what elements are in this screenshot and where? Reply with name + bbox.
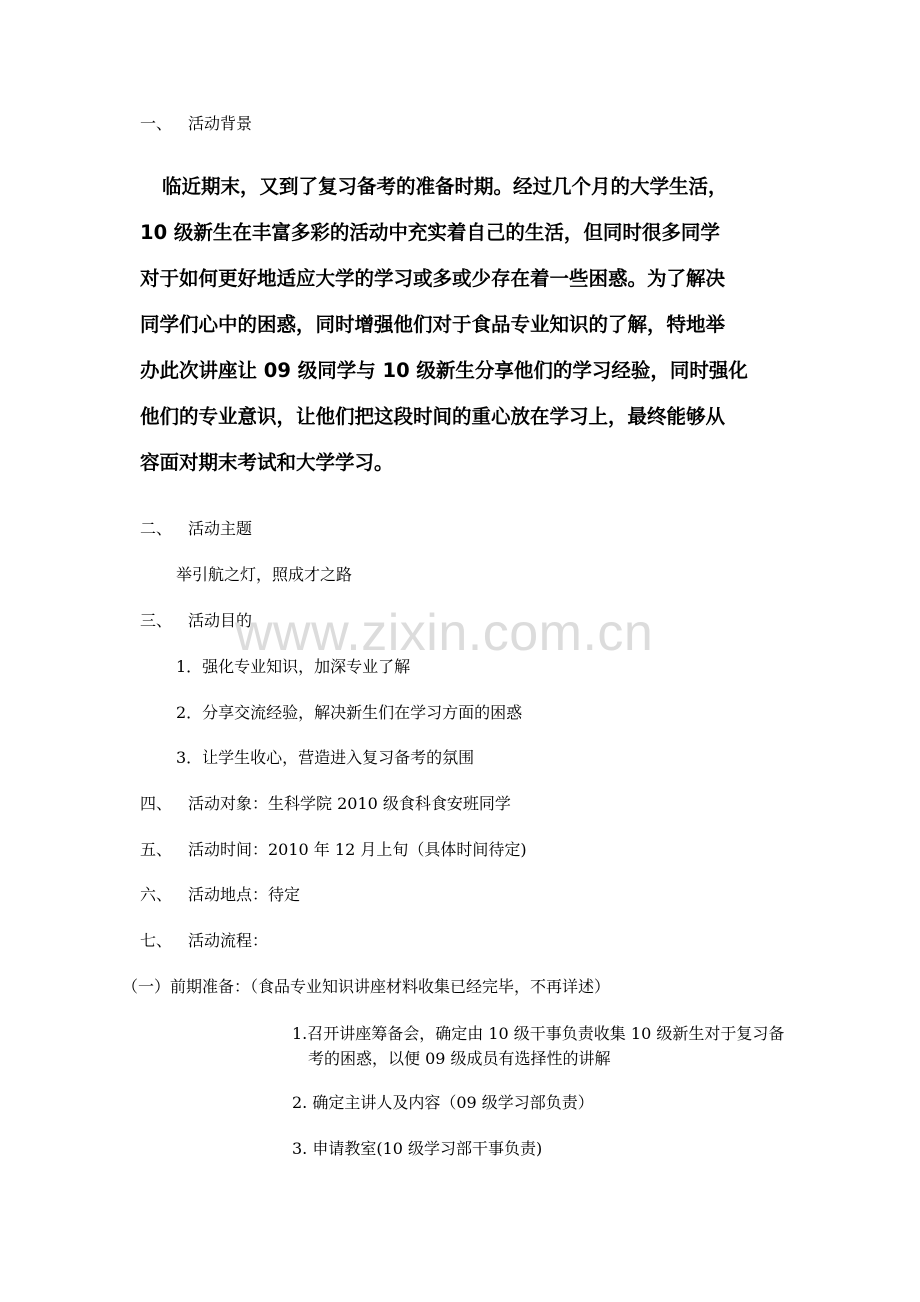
purpose-item-1: 1．强化专业知识，加深专业了解 [176, 657, 411, 676]
section-5-text: 活动时间：2010 年 12 月上旬（具体时间待定) [188, 840, 527, 859]
section-7-heading [140, 931, 268, 951]
background-line-1: 临近期末，又到了复习备考的准备时期。经过几个月的大学生活， [162, 175, 728, 198]
section-5-line [140, 840, 527, 860]
watermark: www.zixin.com.cn [235, 604, 654, 662]
section-5-number: 五、 [140, 840, 173, 859]
section-1-title: 活动背景 [188, 114, 253, 133]
background-line-4: 同学们心中的困惑，同时增强他们对于食品专业知识的了解，特地举 [140, 313, 726, 336]
background-line-2: 10 级新生在丰富多彩的活动中充实着自己的生活，但同时很多同学 [140, 221, 720, 244]
section-2-heading [140, 519, 252, 539]
background-line-5: 办此次讲座让 09 级同学与 10 级新生分享他们的学习经验，同时强化 [140, 359, 748, 382]
process-step-1: 1.召开讲座筹备会，确定由 10 级干事负责收集 10 级新生对于复习备考的困惑，以便 09 级成员有选择性的讲解 [292, 1024, 785, 1068]
section-3-number: 三、 [140, 611, 173, 630]
process-step-3: 3. 申请教室(10 级学习部干事负责) [292, 1139, 543, 1158]
background-line-3: 对于如何更好地适应大学的学习或多或少存在着一些困惑。为了解决 [140, 267, 726, 290]
purpose-item-2: 2．分享交流经验，解决新生们在学习方面的困惑 [176, 703, 523, 722]
section-4-text: 活动对象：生科学院 2010 级食科食安班同学 [188, 794, 511, 813]
section-1-number: 一、 [140, 114, 173, 133]
section-6-line [140, 885, 300, 905]
purpose-item-3: 3．让学生收心，营造进入复习备考的氛围 [176, 748, 475, 767]
section-7-number: 七、 [140, 931, 173, 950]
process-step-2: 2. 确定主讲人及内容（09 级学习部负责） [292, 1093, 594, 1112]
section-1-heading [140, 114, 252, 134]
section-2-title: 活动主题 [188, 519, 253, 538]
section-6-number: 六、 [140, 885, 173, 904]
section-3-title: 活动目的 [188, 611, 253, 630]
section-6-text: 活动地点：待定 [188, 885, 301, 904]
section-2-content: 举引航之灯，照成才之路 [176, 565, 353, 584]
section-2-number: 二、 [140, 519, 173, 538]
section-4-line [140, 794, 511, 814]
process-stage-heading: （一）前期准备：（食品专业知识讲座材料收集已经完毕，不再详述） [122, 977, 611, 996]
background-line-6: 他们的专业意识，让他们把这段时间的重心放在学习上，最终能够从 [140, 405, 726, 428]
section-4-number: 四、 [140, 794, 173, 813]
section-7-title: 活动流程： [188, 931, 269, 950]
background-paragraph [140, 164, 785, 486]
background-line-7: 容面对期末考试和大学学习。 [140, 451, 394, 474]
